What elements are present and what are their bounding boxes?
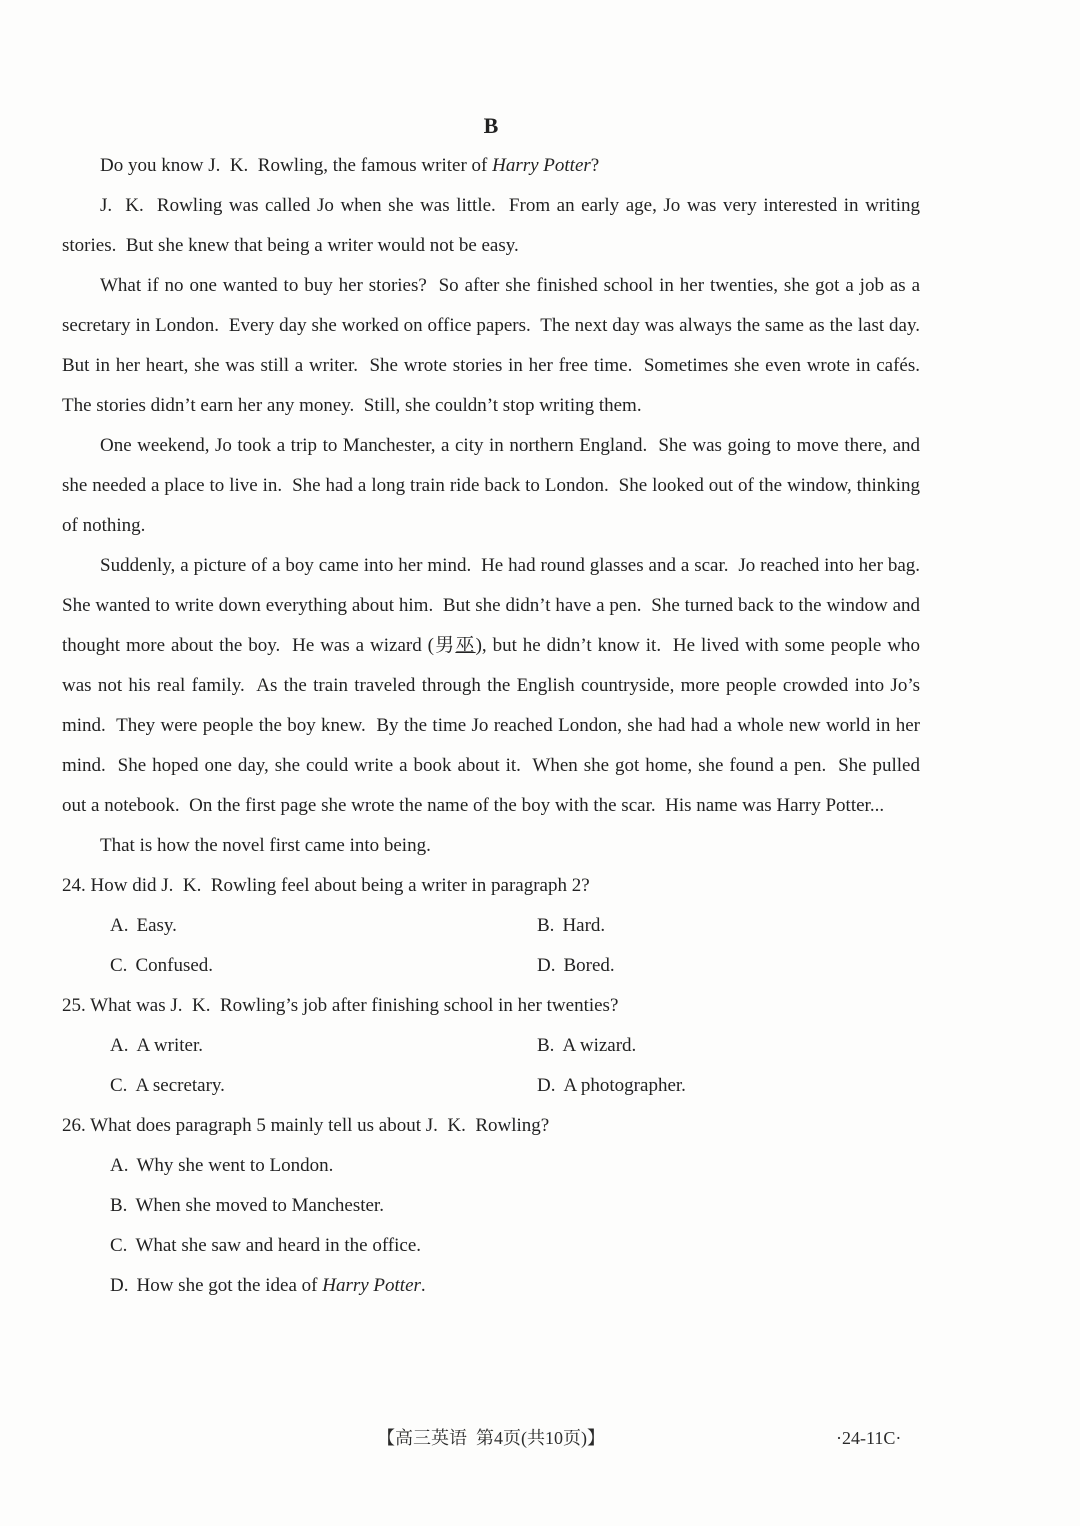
question-options (62, 906, 920, 986)
option-label: B. (110, 1195, 128, 1216)
text-segment: Do you know J. K. Rowling, the famous writer of (100, 155, 493, 176)
question-head (62, 986, 920, 1026)
text-segment: . (420, 1275, 426, 1296)
option (110, 1226, 920, 1266)
option-label: B. (537, 1035, 555, 1056)
question-number: 26. (62, 1115, 86, 1136)
option-label: A. (110, 915, 129, 936)
text-segment: Hard. (562, 915, 606, 936)
page-content (62, 106, 930, 1306)
question-text: What does paragraph 5 mainly tell us about J. K. Rowling? (90, 1115, 550, 1136)
passage-paragraph (62, 266, 930, 426)
passage-paragraph (62, 186, 925, 266)
option-label: C. (110, 1235, 128, 1256)
question-number: 25. (62, 995, 86, 1016)
option (537, 946, 920, 986)
option-label: D. (537, 955, 556, 976)
text-segment: Confused. (135, 955, 214, 976)
text-segment: That is how the novel first came into being. (100, 835, 431, 856)
option-label: D. (537, 1075, 556, 1096)
text-segment: ), but he didn’t know it. He lived with some people who was not his real family. As the train traveled through the English countryside, more people crowded into Jo’s mind. They were people the boy knew. By the time Jo reached London, she had had a whole new world in her mind. She hoped one day, she could write a book about it. When she got home, she found a pen. She pulled out a notebook. On the first page she wrote the name of the boy with the scar. His name was Harry Potter... (62, 635, 925, 816)
text-segment: 巫 (455, 635, 476, 656)
text-segment: One weekend, Jo took a trip to Manchester, a city in northern England. She was going to move there, and she needed a place to live in. She had a long train ride back to London. She looked out of the window, thinking of nothing. (62, 435, 925, 536)
option (537, 1026, 920, 1066)
question-block (62, 1106, 920, 1306)
option (110, 946, 537, 986)
option-label: A. (110, 1035, 129, 1056)
question-options (62, 1146, 920, 1306)
option-label: A. (110, 1155, 129, 1176)
question-block (62, 986, 920, 1106)
option-label: C. (110, 955, 128, 976)
question-block (62, 866, 920, 986)
text-segment: J. K. Rowling was called Jo when she was little. From an early age, Jo was very interested in writing stories. But she knew that being a writer would not be easy. (62, 195, 925, 256)
text-segment: Bored. (563, 955, 615, 976)
text-segment: Suddenly, a picture of a boy came into her mind. He had round glasses and a scar. Jo reached into her bag. She wanted to write down everything about him. But she didn’t have a pen. She turned back to the window and thought more about the boy. He was a wizard (男 (62, 555, 930, 656)
option (537, 906, 920, 946)
text-segment: Easy. (136, 915, 177, 936)
passage-paragraph (62, 146, 920, 186)
text-segment: A wizard. (562, 1035, 637, 1056)
questions-section (62, 866, 920, 1306)
option-label: B. (537, 915, 555, 936)
text-segment: Harry Potter (322, 1275, 421, 1296)
footer-page-info: 【高三英语 第4页(共10页)】 (377, 1428, 605, 1448)
text-segment: A secretary. (135, 1075, 225, 1096)
text-segment: A writer. (136, 1035, 203, 1056)
option (537, 1066, 920, 1106)
text-segment: When she moved to Manchester. (135, 1195, 384, 1216)
text-segment: How she got the idea of (136, 1275, 323, 1296)
text-segment: Why she went to London. (136, 1155, 334, 1176)
passage-paragraph (62, 826, 920, 866)
footer-paper-code: ·24-11C· (836, 1428, 902, 1448)
question-number: 24. (62, 875, 86, 896)
option (110, 1066, 537, 1106)
page-footer (0, 1424, 1080, 1456)
option-label: C. (110, 1075, 128, 1096)
reading-passage (62, 146, 930, 866)
question-options (62, 1026, 920, 1106)
section-label: B (483, 113, 499, 138)
text-segment: What if no one wanted to buy her stories? So after she finished school in her twenties, she got a job as a secretary in London. Every day she worked on office papers. The next day was always the same as the last day. But in her heart, she was still a writer. She wrote stories in her free time. Sometimes she even wrote in cafés. The stories didn’t earn her any money. Still, she couldn’t stop writing them. (62, 275, 930, 416)
text-segment: What she saw and heard in the office. (135, 1235, 422, 1256)
option (110, 1146, 920, 1186)
option (110, 1266, 920, 1306)
question-text: What was J. K. Rowling’s job after finishing school in her twenties? (90, 995, 619, 1016)
text-segment: A photographer. (563, 1075, 686, 1096)
question-head (62, 866, 920, 906)
passage-paragraph (62, 546, 930, 826)
option (110, 906, 537, 946)
option (110, 1186, 920, 1226)
question-head (62, 1106, 920, 1146)
question-text: How did J. K. Rowling feel about being a writer in paragraph 2? (90, 875, 590, 896)
passage-paragraph (62, 426, 925, 546)
option-label: D. (110, 1275, 129, 1296)
text-segment: Harry Potter (492, 155, 591, 176)
option (110, 1026, 537, 1066)
text-segment: ? (590, 155, 600, 176)
